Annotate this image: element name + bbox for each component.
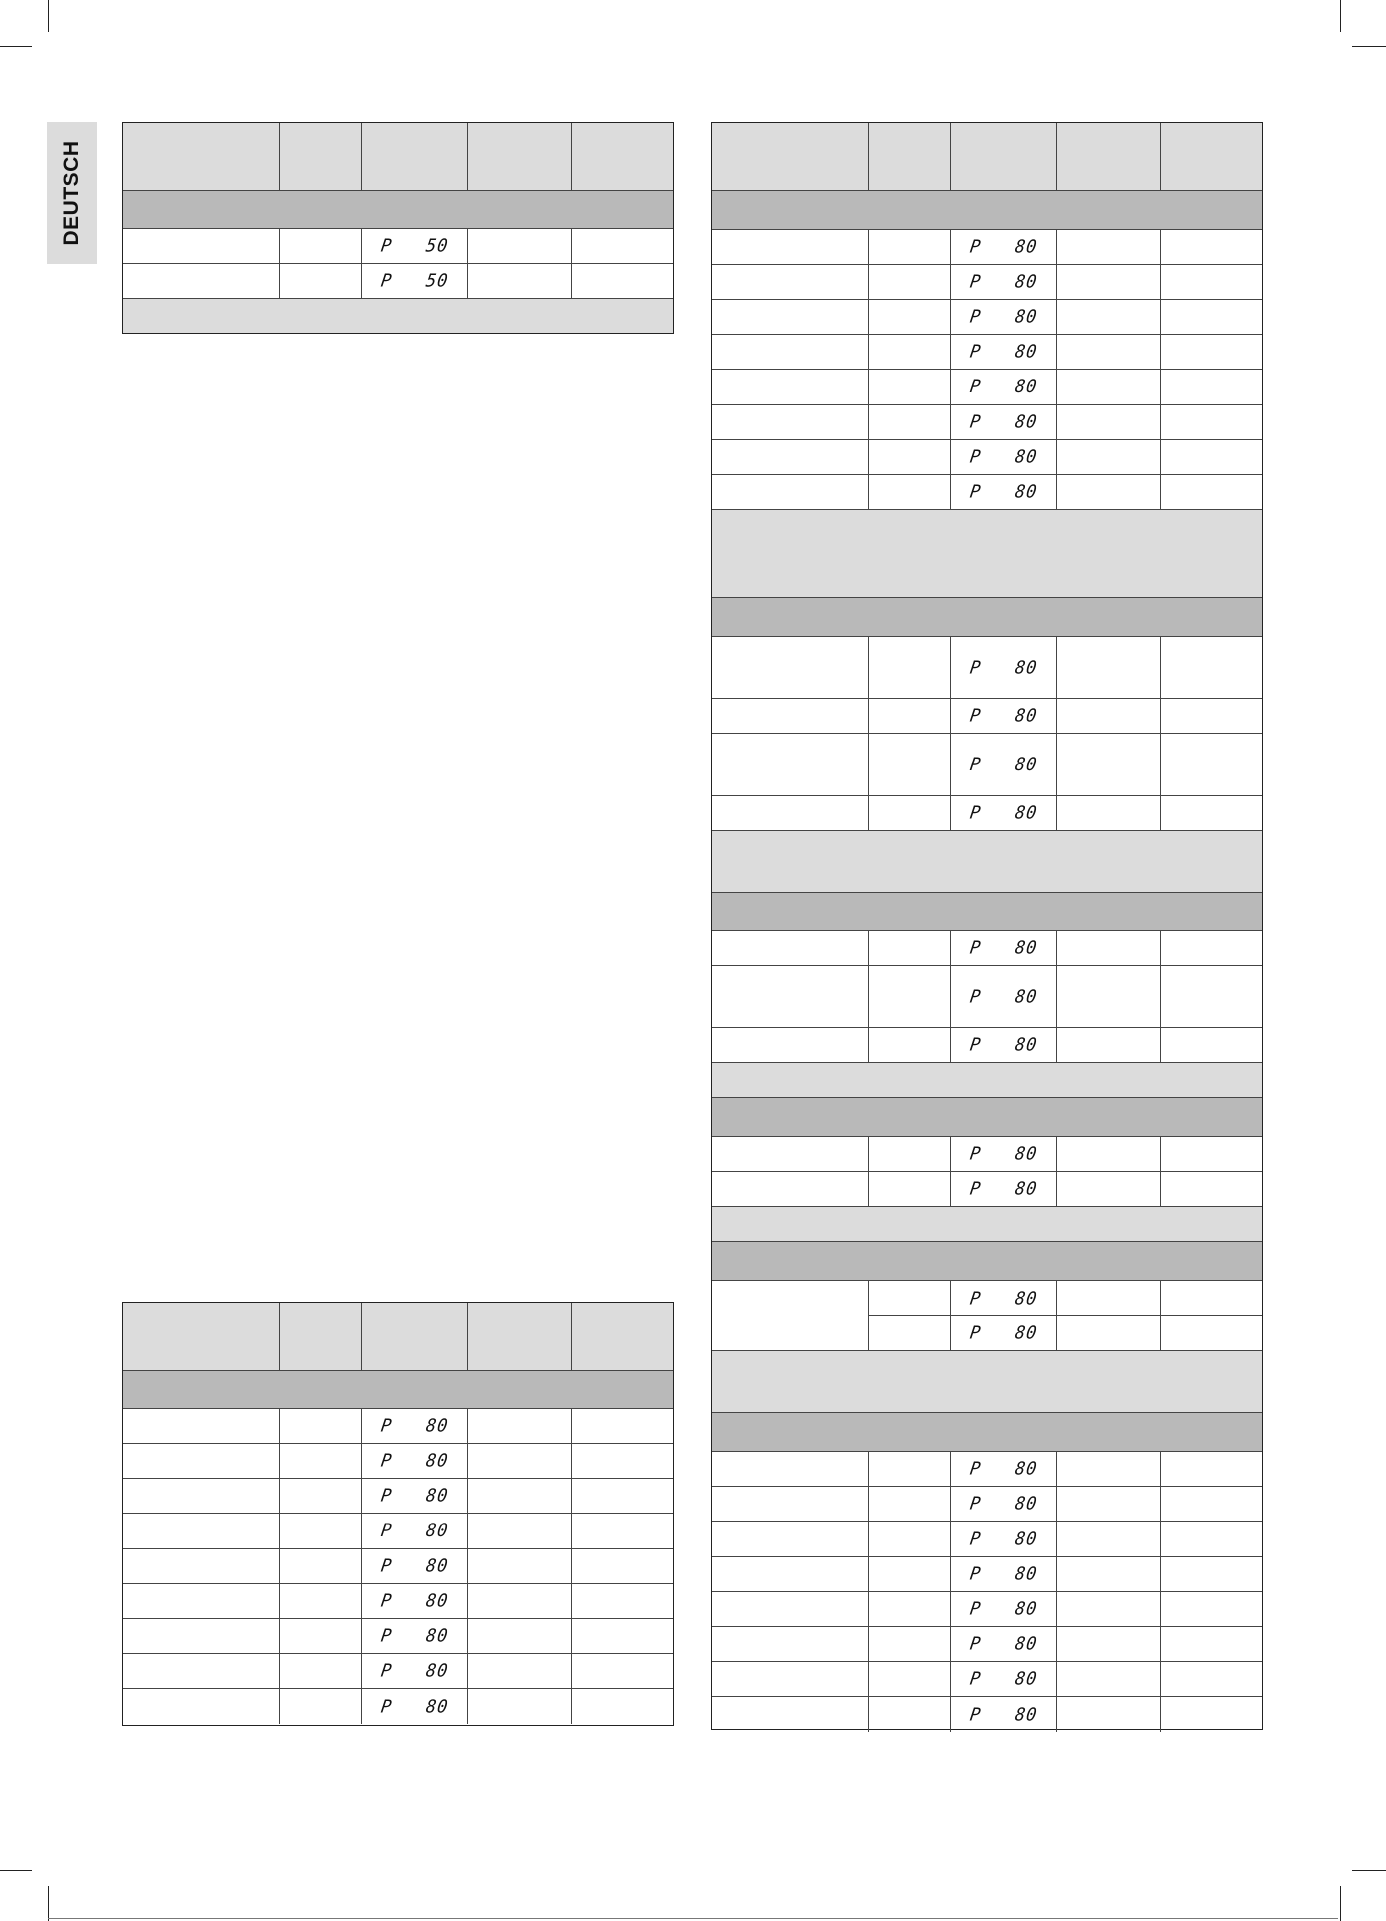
table-row <box>712 1487 1262 1522</box>
table-row <box>123 1584 673 1619</box>
section-row <box>712 598 1262 637</box>
table-row <box>712 1697 1262 1732</box>
table-row <box>123 1654 673 1689</box>
power-level-display: P 80 <box>968 986 1039 1007</box>
section-row <box>712 1413 1262 1452</box>
section-row <box>712 893 1262 931</box>
table-row <box>712 265 1262 300</box>
power-level-display: P 80 <box>968 1458 1039 1480</box>
crop-mark <box>1352 1870 1386 1871</box>
crop-mark <box>48 0 49 32</box>
section-row <box>712 191 1262 230</box>
table-row <box>712 931 1262 966</box>
table-row <box>123 1409 673 1444</box>
section-row <box>712 1242 1262 1281</box>
power-level-display: P 50 <box>379 270 450 292</box>
power-level-display: P 80 <box>379 1555 450 1577</box>
power-level-display: P 80 <box>968 376 1039 398</box>
table-row <box>712 734 1262 796</box>
table-row <box>712 1028 1262 1063</box>
table-header-row <box>123 123 673 191</box>
table-row <box>712 796 1262 831</box>
power-level-display: P 80 <box>379 1660 450 1682</box>
power-level-display: P 80 <box>968 306 1039 328</box>
power-level-display: P 80 <box>968 1322 1039 1344</box>
power-level-display: P 80 <box>968 1528 1039 1550</box>
note-row <box>712 510 1262 598</box>
power-level-display: P 80 <box>968 1034 1039 1056</box>
section-row <box>123 191 673 229</box>
language-tab-label: DEUTSCH <box>60 140 83 246</box>
power-level-display: P 50 <box>379 235 450 257</box>
table-right <box>711 122 1263 1730</box>
power-level-display: P 80 <box>968 937 1039 959</box>
table-row <box>712 1452 1262 1487</box>
power-level-display: P 80 <box>968 802 1039 824</box>
crop-mark <box>48 1886 49 1921</box>
table-row <box>712 475 1262 510</box>
table-row <box>712 335 1262 370</box>
section-row <box>712 1098 1262 1137</box>
power-level-display: P 80 <box>379 1415 450 1437</box>
table-bottom-left <box>122 1302 674 1726</box>
table-row <box>712 405 1262 440</box>
power-level-display: P 80 <box>968 481 1039 503</box>
power-level-display: P 80 <box>379 1520 450 1542</box>
table-row <box>712 1522 1262 1557</box>
table-row <box>712 1627 1262 1662</box>
power-level-display: P 80 <box>968 271 1039 293</box>
table-row <box>712 699 1262 734</box>
table-row <box>712 300 1262 335</box>
table-header-row <box>712 123 1262 191</box>
table-row <box>712 1137 1262 1172</box>
power-level-display: P 80 <box>968 1668 1039 1690</box>
table-row <box>712 966 1262 1028</box>
table-row <box>712 1316 1262 1351</box>
power-level-display: P 80 <box>968 1563 1039 1585</box>
power-level-display: P 80 <box>968 236 1039 258</box>
power-level-display: P 80 <box>379 1625 450 1647</box>
power-level-display: P 80 <box>968 446 1039 468</box>
power-level-display: P 80 <box>968 1143 1039 1165</box>
table-row <box>123 229 673 264</box>
power-level-display: P 80 <box>968 1493 1039 1515</box>
power-level-display: P 80 <box>968 657 1039 678</box>
table-row <box>123 1689 673 1724</box>
table-row <box>712 230 1262 265</box>
crop-mark <box>1352 46 1386 47</box>
section-row <box>123 1371 673 1409</box>
power-level-display: P 80 <box>379 1590 450 1612</box>
crop-mark <box>0 1870 32 1871</box>
power-level-display: P 80 <box>968 1704 1039 1725</box>
crop-mark <box>0 46 32 47</box>
power-level-display: P 80 <box>379 1450 450 1472</box>
power-level-display: P 80 <box>968 705 1039 727</box>
table-row <box>123 264 673 299</box>
bottom-rule <box>48 1918 1338 1919</box>
table-row <box>123 1619 673 1654</box>
note-row <box>123 299 673 333</box>
power-level-display: P 80 <box>379 1696 450 1717</box>
table-row <box>123 1549 673 1584</box>
table-row <box>712 440 1262 475</box>
language-tab <box>47 122 97 264</box>
table-row <box>712 1662 1262 1697</box>
table-top-left <box>122 122 674 334</box>
table-row <box>712 1172 1262 1207</box>
table-row <box>712 1592 1262 1627</box>
table-row <box>712 637 1262 699</box>
table-header-row <box>123 1303 673 1371</box>
note-row <box>712 1351 1262 1413</box>
crop-mark <box>1340 1886 1341 1921</box>
crop-mark <box>1340 0 1341 32</box>
table-row <box>123 1514 673 1549</box>
note-row <box>712 1063 1262 1098</box>
table-row <box>123 1444 673 1479</box>
power-level-display: P 80 <box>379 1485 450 1507</box>
table-row <box>712 1557 1262 1592</box>
power-level-display: P 80 <box>968 1598 1039 1620</box>
power-level-display: P 80 <box>968 754 1039 775</box>
note-row <box>712 831 1262 893</box>
power-level-display: P 80 <box>968 1633 1039 1655</box>
power-level-display: P 80 <box>968 1288 1039 1309</box>
table-row <box>712 370 1262 405</box>
note-row <box>712 1207 1262 1242</box>
power-level-display: P 80 <box>968 1178 1039 1200</box>
table-row <box>123 1479 673 1514</box>
power-level-display: P 80 <box>968 341 1039 363</box>
table-row <box>712 1281 1262 1316</box>
power-level-display: P 80 <box>968 411 1039 433</box>
